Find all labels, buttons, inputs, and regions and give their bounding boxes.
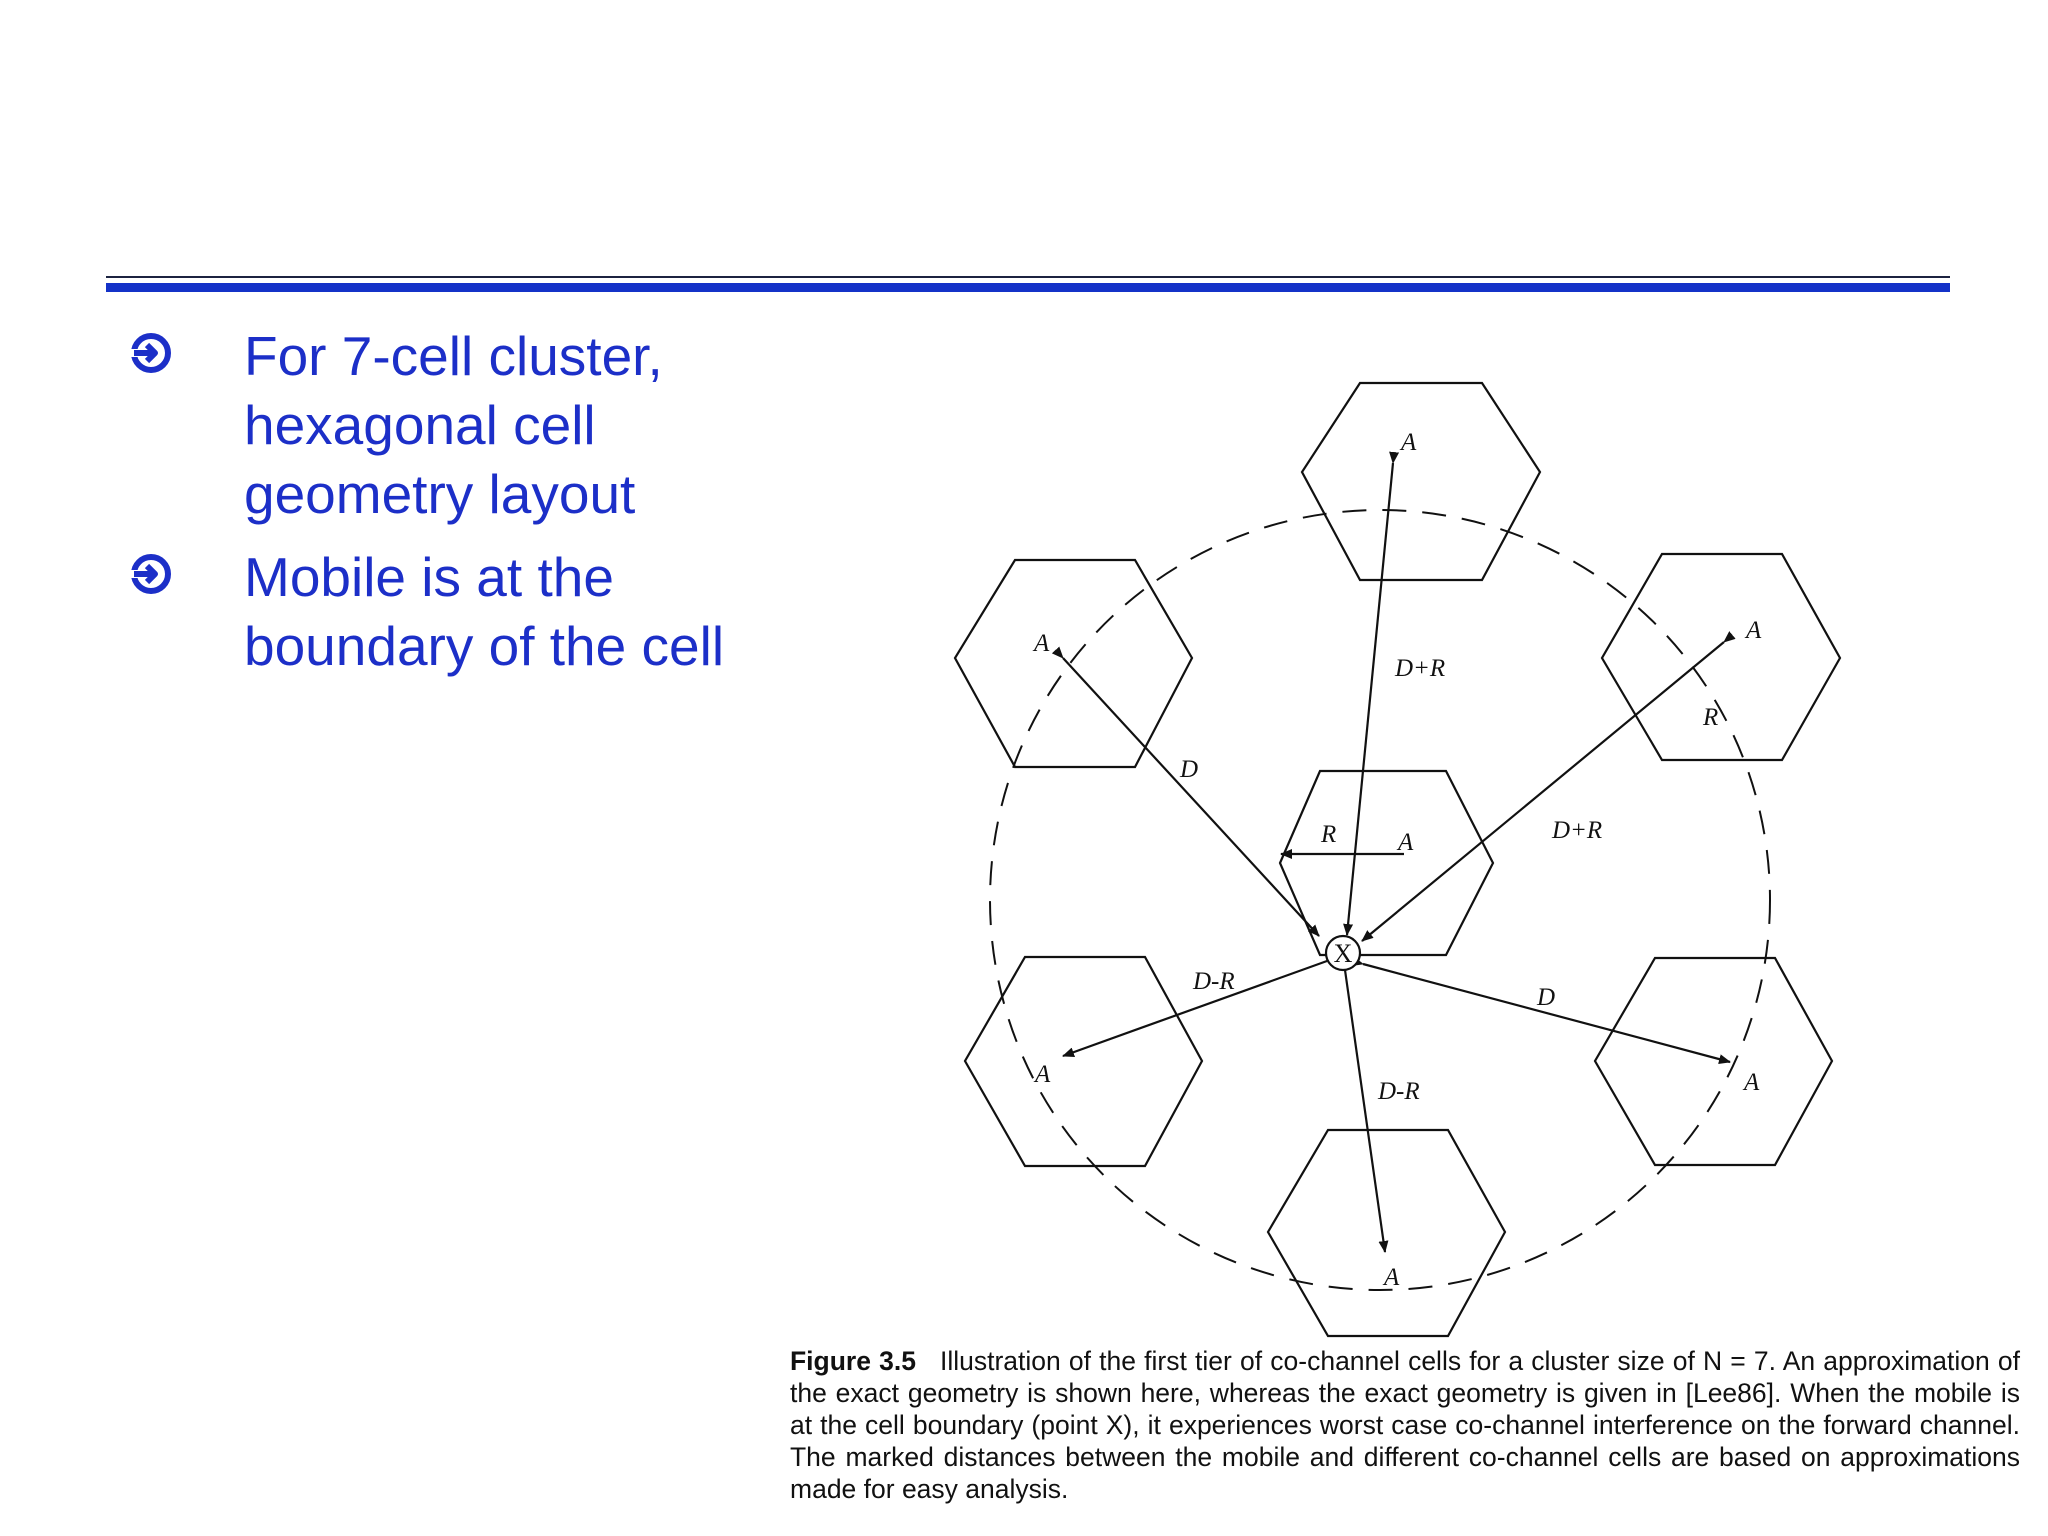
mobile-x-label: X: [1333, 939, 1353, 968]
label-r-center: R: [1321, 821, 1337, 848]
figure-caption: [790, 1345, 2020, 1505]
label-d-plus-r-top: D+R: [1395, 655, 1446, 682]
title-rule-thick: [106, 283, 1950, 292]
hexagon-cell-top: [1302, 383, 1540, 580]
hexagon-cell-top-left: [955, 560, 1192, 767]
arrow-d-plus-r-top-right: [1362, 642, 1724, 941]
caption-figure-number: Figure 3.5: [790, 1346, 916, 1376]
label-a-center: A: [1398, 829, 1414, 856]
first-tier-dashed-circle: [990, 510, 1770, 1290]
bullet-list: [130, 322, 810, 695]
arrow-d-top-left: [1063, 658, 1319, 936]
cochannel-diagram: [940, 370, 1900, 1340]
bullet-item: [130, 543, 810, 681]
label-a-bottom-right: A: [1744, 1069, 1760, 1096]
label-r-top-right: R: [1703, 704, 1719, 731]
hexagon-cell-top-right: [1602, 554, 1840, 760]
label-a-top-left: A: [1034, 630, 1050, 657]
arrow-d-bottom-right: [1363, 964, 1730, 1062]
label-a-bottom: A: [1384, 1264, 1400, 1291]
label-a-top-right: A: [1746, 617, 1762, 644]
mobile-point-x: [1326, 936, 1360, 970]
bullet-text: For 7-cell cluster, hexagonal cell geometry layout: [244, 325, 663, 525]
label-d-plus-r-right: D+R: [1552, 817, 1603, 844]
hexagon-cell-bottom: [1268, 1130, 1505, 1336]
bullet-item: [130, 322, 810, 529]
label-d-minus-r-bottom: D-R: [1378, 1078, 1420, 1105]
arrow-d-minus-r-bottom: [1345, 970, 1385, 1252]
label-a-top: A: [1401, 429, 1417, 456]
caption-body: Illustration of the first tier of co-channel cells for a cluster size of N = 7. An approximation of the exact geometry is shown here, whereas the exact geometry is given in [Lee86]. When the mobile is at the cell boundary (point X), it experiences worst case co-channel interference on the forward channel. The marked distances between the mobile and different co-channel cells are based on approximations made for easy analysis.: [790, 1346, 2020, 1504]
circled-arrow-bullet-icon: [130, 553, 172, 595]
label-d-top-left: D: [1180, 756, 1199, 783]
arrow-d-plus-r-top: [1347, 463, 1393, 935]
bullet-text: Mobile is at the boundary of the cell: [244, 546, 725, 677]
label-d-bottom-right: D: [1537, 984, 1556, 1011]
cochannel-diagram-svg: [940, 370, 1900, 1340]
hexagon-cells: [955, 383, 1840, 1336]
hexagon-cell-bottom-right: [1595, 958, 1832, 1165]
title-rule-thin: [106, 276, 1950, 278]
label-d-minus-r-left: D-R: [1193, 968, 1235, 995]
circled-arrow-bullet-icon: [130, 332, 172, 374]
label-a-bottom-left: A: [1035, 1061, 1051, 1088]
